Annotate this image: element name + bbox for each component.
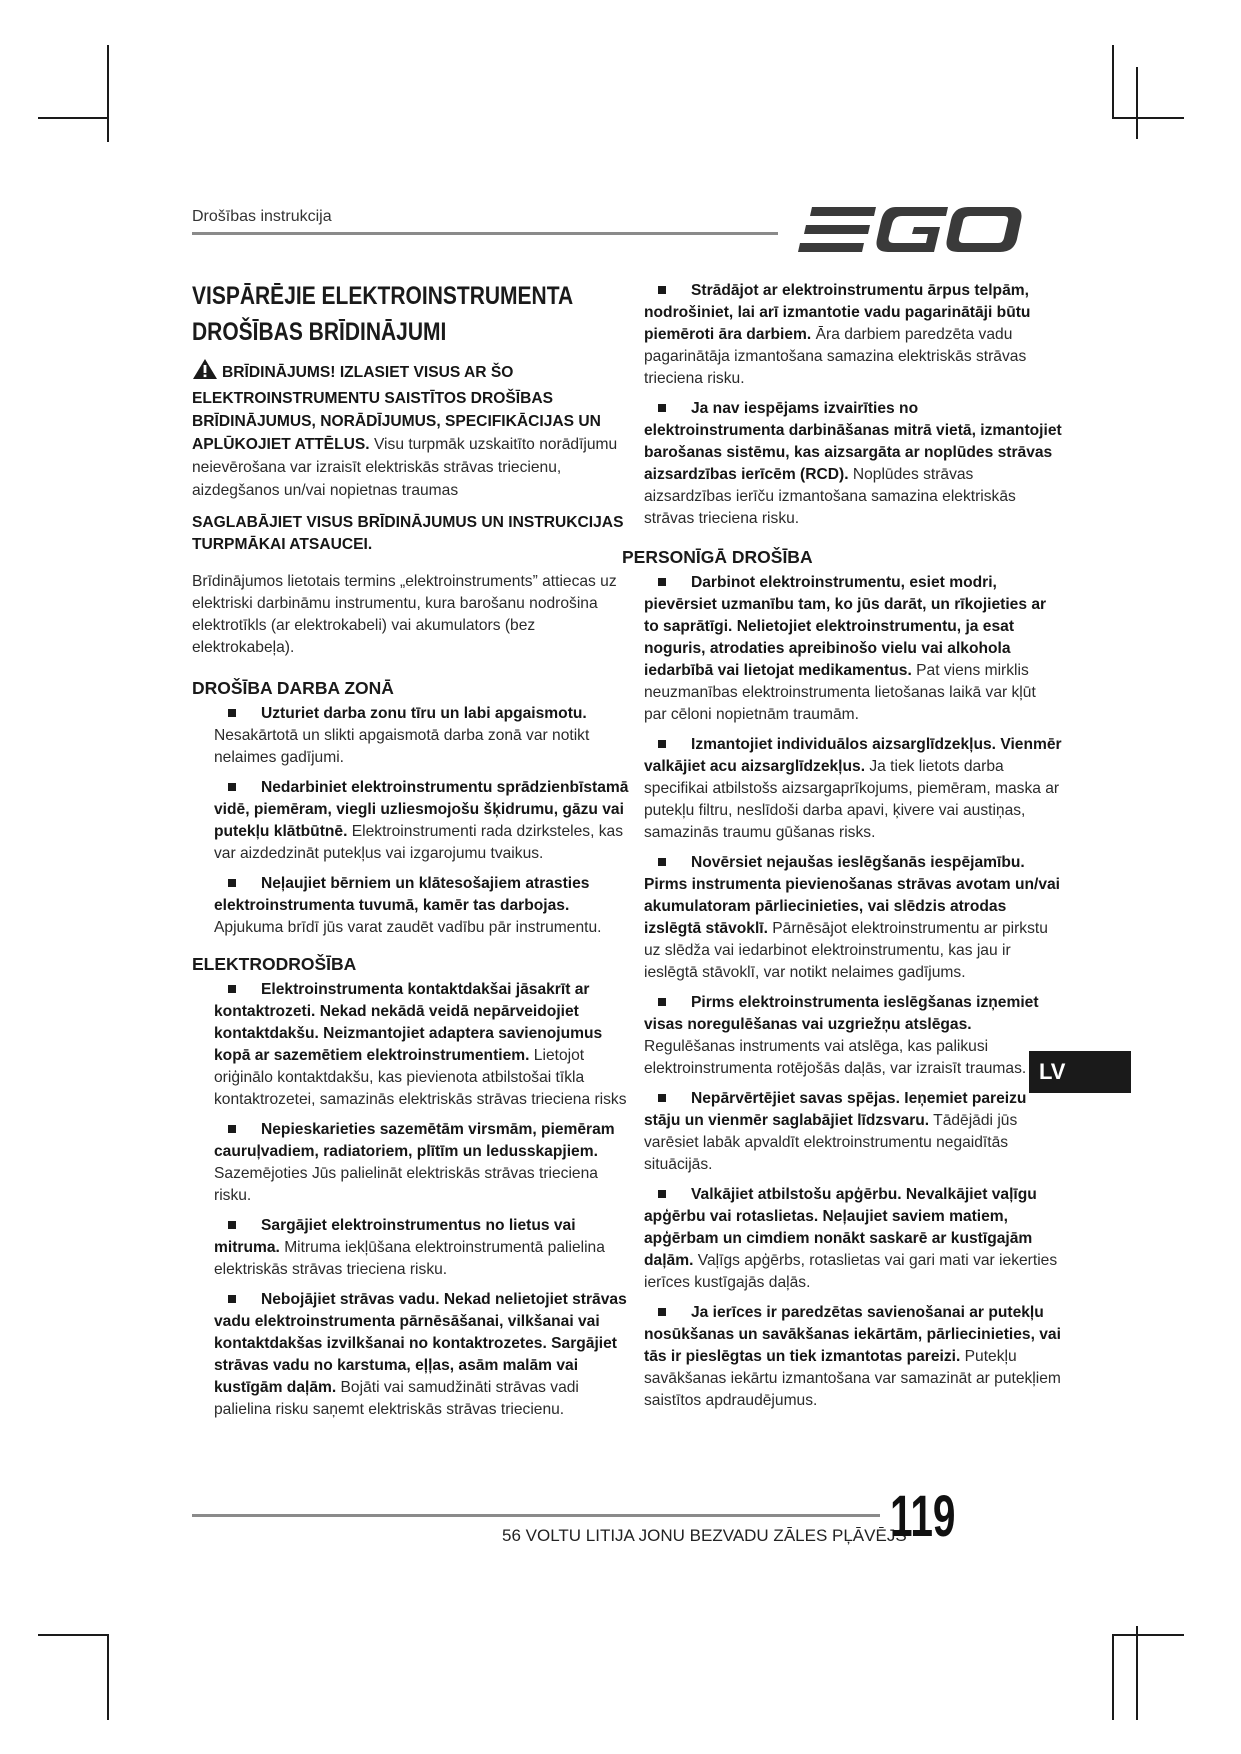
crop-mark — [1136, 1626, 1138, 1720]
list-item: Neļaujiet bērniem un klātesošajiem atrasties elektroinstrumenta tuvumā, kamēr tas darbojas. Apjukuma brīdī jūs varat zaudēt vadību pār instrumentu. — [214, 875, 602, 936]
crop-mark — [107, 1634, 109, 1720]
language-tab: LV — [1029, 1051, 1131, 1093]
bullet-icon — [658, 998, 666, 1006]
bullet-icon — [228, 879, 236, 887]
bullet-icon — [228, 709, 236, 717]
personal-safety-heading: PERSONĪGĀ DROŠĪBA — [622, 547, 813, 567]
bullet-icon — [658, 404, 666, 412]
bullet-icon — [228, 1221, 236, 1229]
bullet-icon — [228, 1125, 236, 1133]
bullet-icon — [228, 985, 236, 993]
list-item: Sargājiet elektroinstrumentus no lietus vai mitruma. Mitruma iekļūšana elektroinstrumentā palielina elektriskās strāvas trieciena risku. — [214, 1217, 605, 1278]
list-item: Valkājiet atbilstošu apģērbu. Nevalkājiet vaļīgu apģērbu vai rotaslietas. Neļaujiet saviem matiem, apģērbam un cimdiem nonākt saskarē ar kustīgajām daļām. Vaļīgs apģērbs, rotaslietas vai gari mati var iekerties ierīces kustīgajās daļās. — [644, 1186, 1058, 1291]
crop-mark — [1112, 1634, 1184, 1636]
bullet-icon — [658, 1094, 666, 1102]
list-item: Novērsiet nejaušas ieslēgšanās iespējamību. Pirms instrumenta pievienošanas strāvas avotam un/vai akumulatoram pārliecinieties, vai slēdzis atrodas izslēgtā stāvoklī. Pārnēsājot elektroinstrumentu ar pirkstu uz slēdža vai iedarbinot elektroinstrumentu, kas jau ir ieslēgtā stāvoklī, var notikt nelaimes gadījums. — [644, 854, 1061, 981]
list-item: Nebojājiet strāvas vadu. Nekad nelietojiet strāvas vadu elektroinstrumenta pārnēsāšanai, vilkšanai vai kontaktdakšas izvilkšanai no kontaktrozetes. Sargājiet strāvas vadu no karstuma, eļļas, asām malām vai kustīgām daļām. Bojāti vai samudžināti strāvas vadi palielina risku saņemt elektriskās strāvas triecienu. — [214, 1291, 627, 1418]
page-title-line2: DROŠĪBAS BRĪDINĀJUMI — [192, 318, 447, 346]
page-title-line1: VISPĀRĒJIE ELEKTROINSTRUMENTA — [192, 282, 574, 310]
bullet-icon — [658, 858, 666, 866]
bullet-icon — [658, 740, 666, 748]
list-item: Pirms elektroinstrumenta ieslēgšanas izņemiet visas noregulēšanas vai uzgriežņu atslēgas. Regulēšanas instruments vai atslēga, kas palikusi elektroinstrumenta rotējošās daļās, var izraisīt traumas. — [644, 994, 1039, 1077]
section-title: Drošības instrukcija — [192, 208, 332, 225]
list-item: Izmantojiet individuālos aizsarglīdzekļus. Vienmēr valkājiet acu aizsarglīdzekļus. Ja tiek lietots darba specifikai atbilstošs aizsargaprīkojums, piemēram, maska ar putekļu filtru, neslīdoši darba apavi, ķivere vai austiņas, samazinās traumu gūšanas risks. — [644, 736, 1062, 841]
header-rule — [192, 232, 778, 235]
list-item: Ja nav iespējams izvairīties no elektroinstrumenta darbināšanas mitrā vietā, izmantojiet barošanas sistēmu, kas aizsargāta ar noplūdes strāvas aizsardzības ierīcēm (RCD). Noplūdes strāvas aizsardzības ierīču izmantošana samazina elektriskās strāvas trieciena risku. — [644, 400, 1062, 527]
save-notice: SAGLABĀJIET VISUS BRĪDINĀJUMUS UN INSTRUKCIJAS TURPMĀKAI ATSAUCEI. — [192, 514, 624, 553]
list-item: Darbinot elektroinstrumentu, esiet modri, pievērsiet uzmanību tam, ko jūs darāt, un rīkojieties ar to saprātīgi. Nelietojiet elektroinstrumentu, ja esat noguris, atrodaties apreibinošo vielu vai alkohola iedarbībā vai lietojat medikamentus. Pat viens mirklis neuzmanības elektroinstrumenta lietošanas laikā var kļūt par cēloni nopietnām traumām. — [644, 574, 1047, 723]
crop-mark — [1112, 117, 1184, 119]
warning-bold: BRĪDINĀJUMS! IZLASIET VISUS AR ŠO ELEKTROINSTRUMENTU SAISTĪTOS DROŠĪBAS BRĪDINĀJUMUS, NORĀDĪJUMUS, SPECIFIKĀCIJAS UN APLŪKOJIET ATTĒLUS. — [192, 364, 601, 453]
left-column — [192, 278, 632, 1421]
bullet-icon — [228, 783, 236, 791]
list-item: Nedarbiniet elektroinstrumentu sprādzienbīstamā vidē, piemēram, viegli uzliesmojošu šķidrumu, gāzu vai putekļu klātbūtnē. Elektroinstrumenti rada dzirksteles, kas var aizdedzināt putekļus vai izgarojumu tvaikus. — [214, 779, 629, 862]
footer-product-title: 56 VOLTU LITIJA JONU BEZVADU ZĀLES PĻĀVĒJS — [502, 1526, 907, 1545]
warning-paragraph — [192, 358, 632, 502]
right-column — [622, 280, 1062, 1412]
list-item: Uzturiet darba zonu tīru un labi apgaismotu. Nesakārtotā un slikti apgaismotā darba zonā var notikt nelaimes gadījumi. — [214, 705, 590, 766]
electrical-heading: ELEKTRODROŠĪBA — [192, 954, 357, 974]
bullet-icon — [658, 286, 666, 294]
list-item: Nepārvērtējiet savas spējas. Ieņemiet pareizu stāju un vienmēr saglabājiet līdzsvaru. Tādējādi jūs varēsiet labāk apvaldīt elektroinstrumentu negaidītās situācijās. — [644, 1090, 1027, 1173]
crop-mark — [1112, 45, 1114, 117]
work-area-heading: DROŠĪBA DARBA ZONĀ — [192, 678, 394, 698]
crop-mark — [1136, 67, 1138, 139]
warning-icon — [192, 358, 218, 387]
list-item: Nepieskarieties sazemētām virsmām, piemēram cauruļvadiem, radiatoriem, plītīm un ledusskapjiem. Sazemējoties Jūs palielināt elektriskās strāvas trieciena risku. — [214, 1121, 615, 1204]
page-number: 119 — [890, 1484, 956, 1549]
list-item: Elektroinstrumenta kontaktdakšai jāsakrīt ar kontaktrozeti. Nekad nekādā veidā nepārveidojiet kontaktdakšu. Neizmantojiet adaptera savienojumus kopā ar sazemētiem elektroinstrumentiem. Lietojot oriģinālo kontaktdakšu, kas pievienota atbilstošai tīkla kontaktrozetei, samazinās elektriskās strāvas trieciena risks — [214, 981, 627, 1108]
crop-mark — [1112, 1634, 1114, 1720]
term-definition: Brīdinājumos lietotais termins „elektroinstruments” attiecas uz elektriski darbināmu instrumentu, kura barošanu nodrošina elektrotīkls (ar elektrokabeli) vai akumulators (bez elektrokabeļa). — [192, 573, 617, 656]
crop-mark — [107, 45, 109, 142]
list-item: Ja ierīces ir paredzētas savienošanai ar putekļu nosūkšanas un savākšanas iekārtām, pārliecinieties, vai tās ir pieslēgtas un tiek izmantotas pareizi. Putekļu savākšanas iekārtu izmantošana var samazināt ar putekļiem saistītos apdraudējumus. — [644, 1304, 1061, 1409]
bullet-icon — [658, 1190, 666, 1198]
ego-logo — [798, 205, 1023, 255]
warning-text: Visu turpmāk uzskaitīto norādījumu neievērošana var izraisīt elektriskās strāvas triecienu, aizdegšanos un/vai nopietnas traumas — [192, 436, 618, 499]
crop-mark — [38, 117, 108, 119]
list-item: Strādājot ar elektroinstrumentu ārpus telpām, nodrošiniet, lai arī izmantotie vadu pagarinātāji būtu piemēroti āra darbiem. Āra darbiem paredzēta vadu pagarinātāja izmantošana samazina elektriskās strāvas trieciena risku. — [644, 282, 1031, 387]
bullet-icon — [228, 1295, 236, 1303]
footer-rule — [192, 1514, 880, 1517]
bullet-icon — [658, 578, 666, 586]
crop-mark — [38, 1634, 108, 1636]
bullet-icon — [658, 1308, 666, 1316]
